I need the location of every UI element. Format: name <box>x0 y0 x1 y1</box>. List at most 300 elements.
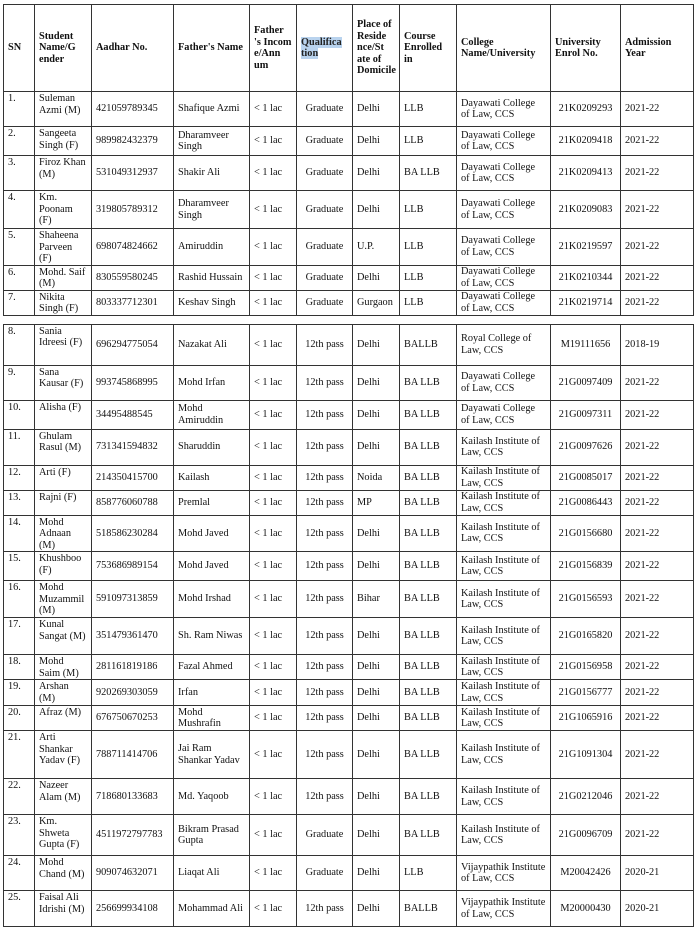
table-row <box>4 465 694 490</box>
row-student-name: Nikita Singh (F) <box>35 290 92 315</box>
row-aadhar: 909074632071 <box>92 856 174 891</box>
row-enrol: 21G0085017 <box>551 465 621 490</box>
row-place: Delhi <box>353 191 400 229</box>
row-qualification: 12th pass <box>297 618 353 655</box>
row-college: Kailash Institute of Law, CCS <box>457 465 551 490</box>
row-income: < 1 lac <box>250 191 297 229</box>
row-student-name: Arti (F) <box>35 465 92 490</box>
row-qualification: Graduate <box>297 127 353 156</box>
row-aadhar: 4511972797783 <box>92 815 174 856</box>
row-sn: 11. <box>4 429 35 465</box>
row-enrol: 21G0156958 <box>551 655 621 680</box>
row-qualification: 12th pass <box>297 891 353 927</box>
row-father: Mohd Mushrafin <box>174 706 250 731</box>
row-student-name: Rajni (F) <box>35 490 92 515</box>
row-student-name: Km. Poonam (F) <box>35 191 92 229</box>
row-enrol: 21G0156839 <box>551 552 621 581</box>
row-college: Dayawati College of Law, CCS <box>457 156 551 191</box>
row-student-name: Suleman Azmi (M) <box>35 92 92 127</box>
row-course: LLB <box>400 127 457 156</box>
row-enrol: 21G1065916 <box>551 706 621 731</box>
row-income: < 1 lac <box>250 365 297 400</box>
row-place: U.P. <box>353 229 400 266</box>
row-aadhar: 696294775054 <box>92 324 174 365</box>
row-enrol: 21G0097311 <box>551 400 621 429</box>
row-aadhar: 214350415700 <box>92 465 174 490</box>
row-course: BA LLB <box>400 490 457 515</box>
row-college: Kailash Institute of Law, CCS <box>457 618 551 655</box>
row-college: Dayawati College of Law, CCS <box>457 127 551 156</box>
table-row <box>4 265 694 290</box>
row-qualification: Graduate <box>297 156 353 191</box>
row-enrol: 21K0209083 <box>551 191 621 229</box>
row-place: Noida <box>353 465 400 490</box>
row-place: Delhi <box>353 815 400 856</box>
row-place: Delhi <box>353 156 400 191</box>
row-enrol: 21K0219714 <box>551 290 621 315</box>
row-income: < 1 lac <box>250 706 297 731</box>
row-course: LLB <box>400 265 457 290</box>
row-college: Dayawati College of Law, CCS <box>457 290 551 315</box>
row-father: Sharuddin <box>174 429 250 465</box>
row-place: Delhi <box>353 891 400 927</box>
row-place: Delhi <box>353 779 400 815</box>
row-student-name: Kunal Sangat (M) <box>35 618 92 655</box>
row-course: BA LLB <box>400 706 457 731</box>
row-place: Delhi <box>353 265 400 290</box>
row-college: Dayawati College of Law, CCS <box>457 191 551 229</box>
row-father: Md. Yaqoob <box>174 779 250 815</box>
row-year: 2021-22 <box>621 92 694 127</box>
row-year: 2020-21 <box>621 856 694 891</box>
row-college: Kailash Institute of Law, CCS <box>457 429 551 465</box>
row-student-name: Mohd Chand (M) <box>35 856 92 891</box>
row-course: BA LLB <box>400 618 457 655</box>
row-sn: 16. <box>4 581 35 618</box>
row-sn: 5. <box>4 229 35 266</box>
row-aadhar: 718680133683 <box>92 779 174 815</box>
row-enrol: M20000430 <box>551 891 621 927</box>
row-year: 2021-22 <box>621 731 694 779</box>
row-course: BA LLB <box>400 731 457 779</box>
row-course: BA LLB <box>400 156 457 191</box>
row-course: BA LLB <box>400 552 457 581</box>
row-income: < 1 lac <box>250 290 297 315</box>
row-income: < 1 lac <box>250 655 297 680</box>
row-father: Shafique Azmi <box>174 92 250 127</box>
row-income: < 1 lac <box>250 552 297 581</box>
table-row <box>4 552 694 581</box>
row-qualification: Graduate <box>297 92 353 127</box>
row-aadhar: 920269303059 <box>92 680 174 706</box>
row-student-name: Ghulam Rasul (M) <box>35 429 92 465</box>
row-father: Mohd Irfan <box>174 365 250 400</box>
row-income: < 1 lac <box>250 581 297 618</box>
table-row <box>4 856 694 891</box>
row-year: 2021-22 <box>621 290 694 315</box>
row-father: Mohd Irshad <box>174 581 250 618</box>
row-father: Irfan <box>174 680 250 706</box>
row-enrol: 21K0209418 <box>551 127 621 156</box>
page-break-cell <box>4 315 694 324</box>
row-qualification: 12th pass <box>297 706 353 731</box>
row-qualification: 12th pass <box>297 515 353 552</box>
row-place: Delhi <box>353 92 400 127</box>
row-student-name: Firoz Khan (M) <box>35 156 92 191</box>
table-row <box>4 581 694 618</box>
row-year: 2021-22 <box>621 779 694 815</box>
row-sn: 23. <box>4 815 35 856</box>
row-aadhar: 993745868995 <box>92 365 174 400</box>
row-aadhar: 753686989154 <box>92 552 174 581</box>
row-place: Delhi <box>353 731 400 779</box>
row-place: Delhi <box>353 515 400 552</box>
row-year: 2021-22 <box>621 191 694 229</box>
row-student-name: Mohd Adnaan (M) <box>35 515 92 552</box>
row-father: Jai Ram Shankar Yadav <box>174 731 250 779</box>
row-enrol: 21K0210344 <box>551 265 621 290</box>
row-college: Kailash Institute of Law, CCS <box>457 680 551 706</box>
row-course: LLB <box>400 856 457 891</box>
row-father: Mohd Amiruddin <box>174 400 250 429</box>
row-income: < 1 lac <box>250 779 297 815</box>
row-aadhar: 531049312937 <box>92 156 174 191</box>
row-course: BA LLB <box>400 465 457 490</box>
row-college: Vijaypathik Institute of Law, CCS <box>457 891 551 927</box>
table-row <box>4 891 694 927</box>
row-qualification: 12th pass <box>297 324 353 365</box>
row-college: Royal College of Law, CCS <box>457 324 551 365</box>
row-year: 2021-22 <box>621 680 694 706</box>
row-year: 2021-22 <box>621 815 694 856</box>
row-course: BA LLB <box>400 779 457 815</box>
row-father: Mohammad Ali <box>174 891 250 927</box>
row-enrol: 21G0156593 <box>551 581 621 618</box>
row-income: < 1 lac <box>250 465 297 490</box>
row-sn: 21. <box>4 731 35 779</box>
row-father: Bikram Prasad Gupta <box>174 815 250 856</box>
row-course: BA LLB <box>400 365 457 400</box>
row-college: Kailash Institute of Law, CCS <box>457 515 551 552</box>
row-income: < 1 lac <box>250 731 297 779</box>
row-course: LLB <box>400 191 457 229</box>
row-student-name: Mohd. Saif (M) <box>35 265 92 290</box>
header-place: Place of Reside nce/St ate of Domicile <box>353 5 400 92</box>
table-row <box>4 92 694 127</box>
row-place: Delhi <box>353 365 400 400</box>
row-place: Delhi <box>353 429 400 465</box>
qualification-highlight[interactable]: Qualifica tion <box>301 36 342 59</box>
row-sn: 15. <box>4 552 35 581</box>
table-row <box>4 191 694 229</box>
row-enrol: 21G0165820 <box>551 618 621 655</box>
row-year: 2021-22 <box>621 365 694 400</box>
row-place: Delhi <box>353 655 400 680</box>
row-sn: 2. <box>4 127 35 156</box>
row-sn: 20. <box>4 706 35 731</box>
row-enrol: 21K0209293 <box>551 92 621 127</box>
row-student-name: Faisal Ali Idrishi (M) <box>35 891 92 927</box>
header-row <box>4 5 694 92</box>
table-body <box>4 92 694 927</box>
row-college: Dayawati College of Law, CCS <box>457 229 551 266</box>
table-row <box>4 731 694 779</box>
row-college: Kailash Institute of Law, CCS <box>457 552 551 581</box>
row-college: Dayawati College of Law, CCS <box>457 265 551 290</box>
row-place: Delhi <box>353 856 400 891</box>
header-qualification <box>297 5 353 92</box>
row-qualification: 12th pass <box>297 680 353 706</box>
row-college: Kailash Institute of Law, CCS <box>457 706 551 731</box>
row-place: MP <box>353 490 400 515</box>
row-income: < 1 lac <box>250 856 297 891</box>
row-sn: 4. <box>4 191 35 229</box>
row-qualification: Graduate <box>297 191 353 229</box>
row-aadhar: 351479361470 <box>92 618 174 655</box>
table-row <box>4 515 694 552</box>
row-qualification: Graduate <box>297 229 353 266</box>
row-year: 2021-22 <box>621 655 694 680</box>
table-row <box>4 229 694 266</box>
row-enrol: 21G0097409 <box>551 365 621 400</box>
row-aadhar: 989982432379 <box>92 127 174 156</box>
row-place: Gurgaon <box>353 290 400 315</box>
row-student-name: Sana Kausar (F) <box>35 365 92 400</box>
row-enrol: 21G0156680 <box>551 515 621 552</box>
row-sn: 14. <box>4 515 35 552</box>
row-qualification: 12th pass <box>297 655 353 680</box>
row-college: Kailash Institute of Law, CCS <box>457 581 551 618</box>
row-place: Delhi <box>353 706 400 731</box>
row-aadhar: 34495488545 <box>92 400 174 429</box>
row-course: BA LLB <box>400 515 457 552</box>
row-enrol: M19111656 <box>551 324 621 365</box>
row-student-name: Sangeeta Singh (F) <box>35 127 92 156</box>
row-enrol: 21K0219597 <box>551 229 621 266</box>
row-course: BA LLB <box>400 429 457 465</box>
row-year: 2021-22 <box>621 400 694 429</box>
row-income: < 1 lac <box>250 229 297 266</box>
row-father: Liaqat Ali <box>174 856 250 891</box>
header-student: Student Name/G ender <box>35 5 92 92</box>
row-sn: 24. <box>4 856 35 891</box>
row-father: Nazakat Ali <box>174 324 250 365</box>
row-course: BA LLB <box>400 400 457 429</box>
row-college: Kailash Institute of Law, CCS <box>457 779 551 815</box>
row-student-name: Mohd Muzammil (M) <box>35 581 92 618</box>
row-aadhar: 858776060788 <box>92 490 174 515</box>
row-income: < 1 lac <box>250 265 297 290</box>
row-aadhar: 256699934108 <box>92 891 174 927</box>
row-qualification: 12th pass <box>297 731 353 779</box>
row-sn: 6. <box>4 265 35 290</box>
row-qualification: 12th pass <box>297 490 353 515</box>
row-aadhar: 281161819186 <box>92 655 174 680</box>
row-college: Vijaypathik Institute of Law, CCS <box>457 856 551 891</box>
row-income: < 1 lac <box>250 618 297 655</box>
row-sn: 7. <box>4 290 35 315</box>
row-year: 2021-22 <box>621 552 694 581</box>
table-row <box>4 706 694 731</box>
row-year: 2021-22 <box>621 156 694 191</box>
row-sn: 18. <box>4 655 35 680</box>
row-year: 2021-22 <box>621 515 694 552</box>
row-qualification: 12th pass <box>297 581 353 618</box>
row-aadhar: 731341594832 <box>92 429 174 465</box>
row-aadhar: 803337712301 <box>92 290 174 315</box>
row-sn: 22. <box>4 779 35 815</box>
header-father: Father's Name <box>174 5 250 92</box>
row-student-name: Km. Shweta Gupta (F) <box>35 815 92 856</box>
row-sn: 1. <box>4 92 35 127</box>
row-sn: 8. <box>4 324 35 365</box>
row-enrol: 21G0086443 <box>551 490 621 515</box>
row-student-name: Shaheena Parveen (F) <box>35 229 92 266</box>
row-income: < 1 lac <box>250 515 297 552</box>
row-course: LLB <box>400 290 457 315</box>
page-break <box>4 315 694 324</box>
row-qualification: 12th pass <box>297 552 353 581</box>
row-college: Dayawati College of Law, CCS <box>457 400 551 429</box>
row-father: Keshav Singh <box>174 290 250 315</box>
row-income: < 1 lac <box>250 92 297 127</box>
row-enrol: 21G1091304 <box>551 731 621 779</box>
row-place: Delhi <box>353 552 400 581</box>
row-aadhar: 319805789312 <box>92 191 174 229</box>
header-year: Admission Year <box>621 5 694 92</box>
table-row <box>4 680 694 706</box>
row-income: < 1 lac <box>250 429 297 465</box>
row-father: Fazal Ahmed <box>174 655 250 680</box>
header-income: Father 's Incom e/Ann um <box>250 5 297 92</box>
row-student-name: Arshan (M) <box>35 680 92 706</box>
table-row <box>4 490 694 515</box>
row-year: 2021-22 <box>621 618 694 655</box>
row-income: < 1 lac <box>250 400 297 429</box>
header-sn: SN <box>4 5 35 92</box>
table-row <box>4 815 694 856</box>
row-aadhar: 518586230284 <box>92 515 174 552</box>
row-sn: 25. <box>4 891 35 927</box>
table-row <box>4 324 694 365</box>
row-student-name: Alisha (F) <box>35 400 92 429</box>
table-row <box>4 429 694 465</box>
row-sn: 12. <box>4 465 35 490</box>
row-course: BA LLB <box>400 581 457 618</box>
row-year: 2021-22 <box>621 706 694 731</box>
header-aadhar: Aadhar No. <box>92 5 174 92</box>
row-sn: 19. <box>4 680 35 706</box>
row-student-name: Mohd Saim (M) <box>35 655 92 680</box>
header-course: Course Enrolled in <box>400 5 457 92</box>
table-row <box>4 655 694 680</box>
row-qualification: 12th pass <box>297 779 353 815</box>
table-row <box>4 779 694 815</box>
row-enrol: 21G0097626 <box>551 429 621 465</box>
row-place: Delhi <box>353 618 400 655</box>
row-income: < 1 lac <box>250 891 297 927</box>
row-student-name: Khushboo (F) <box>35 552 92 581</box>
row-enrol: 21G0096709 <box>551 815 621 856</box>
row-enrol: M20042426 <box>551 856 621 891</box>
row-father: Premlal <box>174 490 250 515</box>
row-qualification: 12th pass <box>297 365 353 400</box>
row-year: 2021-22 <box>621 465 694 490</box>
header-enrol: University Enrol No. <box>551 5 621 92</box>
row-enrol: 21G0212046 <box>551 779 621 815</box>
row-college: Kailash Institute of Law, CCS <box>457 655 551 680</box>
row-father: Mohd Javed <box>174 515 250 552</box>
row-sn: 3. <box>4 156 35 191</box>
row-college: Kailash Institute of Law, CCS <box>457 490 551 515</box>
row-income: < 1 lac <box>250 156 297 191</box>
row-college: Kailash Institute of Law, CCS <box>457 731 551 779</box>
row-aadhar: 788711414706 <box>92 731 174 779</box>
row-college: Dayawati College of Law, CCS <box>457 365 551 400</box>
row-father: Rashid Hussain <box>174 265 250 290</box>
table-row <box>4 400 694 429</box>
row-sn: 17. <box>4 618 35 655</box>
row-qualification: 12th pass <box>297 465 353 490</box>
row-student-name: Arti Shankar Yadav (F) <box>35 731 92 779</box>
row-course: BALLB <box>400 324 457 365</box>
row-course: LLB <box>400 229 457 266</box>
row-aadhar: 591097313859 <box>92 581 174 618</box>
row-enrol: 21G0156777 <box>551 680 621 706</box>
row-father: Mohd Javed <box>174 552 250 581</box>
row-college: Dayawati College of Law, CCS <box>457 92 551 127</box>
row-aadhar: 421059789345 <box>92 92 174 127</box>
row-year: 2021-22 <box>621 127 694 156</box>
row-year: 2021-22 <box>621 265 694 290</box>
table-row <box>4 127 694 156</box>
row-place: Delhi <box>353 324 400 365</box>
row-aadhar: 676750670253 <box>92 706 174 731</box>
row-year: 2021-22 <box>621 581 694 618</box>
row-sn: 13. <box>4 490 35 515</box>
row-income: < 1 lac <box>250 127 297 156</box>
row-course: BA LLB <box>400 815 457 856</box>
table-row <box>4 290 694 315</box>
table-row <box>4 365 694 400</box>
row-qualification: 12th pass <box>297 400 353 429</box>
row-qualification: Graduate <box>297 815 353 856</box>
row-place: Bihar <box>353 581 400 618</box>
row-father: Shakir Ali <box>174 156 250 191</box>
row-course: BA LLB <box>400 680 457 706</box>
row-sn: 10. <box>4 400 35 429</box>
row-income: < 1 lac <box>250 490 297 515</box>
row-student-name: Afraz (M) <box>35 706 92 731</box>
row-sn: 9. <box>4 365 35 400</box>
row-year: 2021-22 <box>621 429 694 465</box>
row-enrol: 21K0209413 <box>551 156 621 191</box>
row-qualification: Graduate <box>297 856 353 891</box>
row-student-name: Sania Idreesi (F) <box>35 324 92 365</box>
row-course: BA LLB <box>400 655 457 680</box>
row-income: < 1 lac <box>250 815 297 856</box>
row-father: Dharamveer Singh <box>174 127 250 156</box>
row-place: Delhi <box>353 400 400 429</box>
row-father: Sh. Ram Niwas <box>174 618 250 655</box>
row-qualification: Graduate <box>297 290 353 315</box>
row-place: Delhi <box>353 127 400 156</box>
row-place: Delhi <box>353 680 400 706</box>
row-father: Dharamveer Singh <box>174 191 250 229</box>
row-income: < 1 lac <box>250 680 297 706</box>
table-row <box>4 156 694 191</box>
row-student-name: Nazeer Alam (M) <box>35 779 92 815</box>
